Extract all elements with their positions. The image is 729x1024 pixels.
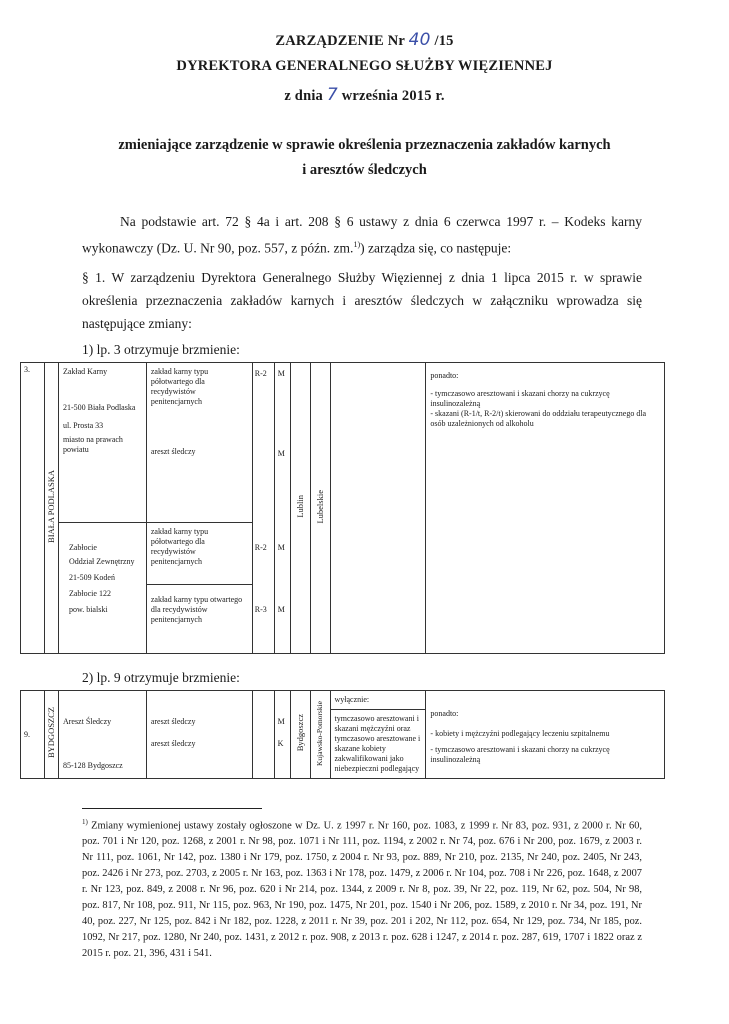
item-1-label: 1) lp. 3 otrzymuje brzmienie:: [82, 342, 240, 357]
notes-cell: [426, 691, 665, 779]
footnote: [82, 814, 642, 962]
table-lp-3: [20, 362, 665, 654]
table-lp-9: [20, 690, 665, 779]
footnote-text: Zmiany wymienionej ustawy zostały ogłoszone w Dz. U. z 1997 r. Nr 160, poz. 1083, z 1999 r. Nr 83, poz. 931, z 2000 r. Nr 60, poz. 701 i Nr 120, poz. 1268, z 2001 r. Nr 98, poz. 1071 i Nr 111, poz. 1194, z 2002 r. Nr 74, poz. 676 i Nr 200, poz. 1679, z 2003 r. Nr 111, poz. 1061, Nr 142, poz. 1380 i Nr 179, poz. 1750, z 2004 r. Nr 93, poz. 889, Nr 210, poz. 2135, Nr 240, poz. 2405, Nr 243, poz. 2426 i Nr 273, poz. 2703, z 2005 r. Nr 163, poz. 1363 i Nr 178, poz. 1479, z 2006 r. Nr 104, poz. 708 i Nr 226, poz. 1648, z 2007 r. Nr 123, poz. 849, z 2008 r. Nr 96, poz. 620 i Nr 214, poz. 1344, z 2009 r. Nr 8, poz. 39, Nr 22, poz. 119, Nr 62, poz. 504, Nr 98, poz. 817, Nr 108, poz. 911, Nr 115, poz. 963, Nr 190, poz. 1475, Nr 201, poz. 1540 i Nr 206, poz. 1589, z 2010 r. Nr 34, poz. 191, Nr 40, poz. 227, Nr 125, poz. 842 i Nr 182, poz. 1228, z 2011 r. Nr 39, poz. 201 i 202, Nr 112, poz. 654, Nr 129, poz. 734, Nr 185, poz. 1092, Nr 217, poz. 1280, Nr 240, poz. 1431, z 2012 r. poz. 908, z 2013 r. poz. 628 i 1247, z 2014 r. poz. 287, 619, 1707 i 1822 oraz z 2015 r. poz. 21, 396, 431 i 541.: [82, 820, 642, 960]
unit-2-postcode: 21-509 Kodeń: [68, 573, 115, 582]
sex-2: M: [277, 449, 285, 458]
exclusive-cell: [330, 691, 426, 779]
sex-2: K: [277, 739, 284, 748]
type-2: areszt śledczy: [147, 443, 252, 523]
type-cell: [146, 691, 252, 779]
type-4: zakład karny typu otwartego dla recydywistów penitencjarnych: [150, 595, 243, 624]
type-2: areszt śledczy: [150, 739, 196, 748]
city-vertical-label: BYDGOSZCZ: [46, 707, 57, 759]
unit-1-block: [59, 363, 146, 523]
section-1-paragraph: § 1. W zarządzeniu Dyrektora Generalnego Służby Więziennej z dnia 1 lipca 2015 r. w sprawie określenia przeznaczenia zakładów karnych i aresztów śledczych w załączniku wprowadza się następujące zmiany:: [82, 270, 642, 331]
lp-number: 9.: [24, 729, 30, 739]
sex-4: M: [277, 605, 285, 614]
sex-cell: [274, 691, 290, 779]
code-4: R-3: [254, 605, 267, 614]
unit-2-block: [59, 523, 146, 617]
preamble-paragraph: [82, 210, 642, 260]
district-vertical-label: Bydgoszcz: [295, 714, 306, 752]
preamble-text-end: ) zarządza się, co następuje:: [360, 240, 512, 256]
unit-1-street: ul. Prosta 33: [62, 421, 104, 430]
unit-name: Areszt Śledczy: [62, 717, 112, 726]
code-3: R-2: [254, 543, 267, 552]
unit-1-postcode: 21-500 Biała Podlaska: [62, 403, 136, 412]
city-cell: [44, 691, 58, 779]
unit-1-name: Zakład Karny: [62, 367, 108, 376]
date-prefix: z dnia: [284, 88, 327, 104]
notes-item-1: - tymczasowo aresztowani i skazani chorzy na cukrzycę insulinozależną: [430, 389, 610, 408]
preamble-text: Na podstawie art. 72 § 4a i art. 208 § 6 ustawy z dnia 6 czerwca 1997 r. – Kodeks karny wykonawczy (Dz. U. Nr 90, poz. 557, z późn. zm.: [82, 214, 642, 256]
sex-1: M: [277, 717, 285, 726]
city-cell: [44, 363, 58, 654]
region-vertical-label: Kujawsko-Pomorskie: [315, 700, 325, 766]
city-vertical-label: BIAŁA PODLASKA: [46, 470, 57, 543]
notes-item-1: - kobiety i mężczyźni podlegający leczeniu szpitalnemu: [430, 729, 610, 738]
unit-cell: [58, 363, 146, 654]
lp-cell: [21, 363, 45, 654]
region-cell: [310, 691, 330, 779]
title-suffix: /15: [430, 33, 454, 49]
region-cell: [310, 363, 330, 654]
issuer-line: DYREKTORA GENERALNEGO SŁUŻBY WIĘZIENNEJ: [176, 58, 553, 74]
unit-cell: [58, 691, 146, 779]
district-cell: [290, 363, 310, 654]
code-1: R-2: [254, 369, 267, 378]
district-vertical-label: Lublin: [295, 495, 306, 518]
footnote-separator: [82, 808, 262, 809]
item-2-label: 2) lp. 9 otrzymuje brzmienie:: [82, 670, 240, 685]
footnote-ref: 1): [353, 240, 361, 249]
title-text: ZARZĄDZENIE Nr: [275, 33, 409, 49]
notes-cell: [426, 363, 665, 654]
sex-1: M: [277, 369, 285, 378]
type-1: zakład karny typu półotwartego dla recydywistów penitencjarnych: [150, 367, 209, 406]
unit-1-district: miasto na prawach powiatu: [62, 435, 123, 454]
unit-2-street: Zabłocie 122: [68, 589, 111, 598]
exclusive-heading: wyłącznie:: [331, 691, 426, 710]
notes-heading: ponadto:: [430, 709, 459, 718]
date-line: [0, 85, 729, 105]
code-cell: [252, 363, 274, 654]
lp-number: 3.: [24, 365, 30, 374]
footnote-marker: 1): [82, 818, 88, 826]
subject-line-2: i aresztów śledczych: [302, 162, 427, 178]
subject-line-1: zmieniające zarządzenie w sprawie określenia przeznaczenia zakładów karnych: [118, 137, 611, 153]
exclusive-item-1: tymczasowo aresztowani i skazani mężczyźni oraz tymczasowo aresztowane i skazane kobiety zakwalifikowani jako niebezpieczni podlegający: [334, 714, 421, 773]
unit-2-district: pow. bialski: [68, 605, 108, 614]
notes-item-2: - tymczasowo aresztowani i skazani chorzy na cukrzycę insulinozależną: [430, 745, 610, 764]
handwritten-day: 7: [326, 85, 338, 105]
handwritten-number: 40: [408, 30, 431, 50]
notes-item-2: - skazani (R-1/t, R-2/t) skierowani do oddziału terapeutycznego dla osób uzależnionych od alkoholu: [430, 409, 647, 428]
unit-address: 85-128 Bydgoszcz: [62, 761, 123, 770]
code-cell: [252, 691, 274, 779]
lp-cell: [21, 691, 45, 779]
sex-cell: [274, 363, 290, 654]
district-cell: [290, 691, 310, 779]
region-vertical-label: Lubelskie: [315, 489, 326, 524]
type-3: zakład karny typu półotwartego dla recydywistów penitencjarnych: [147, 523, 252, 585]
document-title: [0, 30, 729, 50]
notes-heading: ponadto:: [430, 371, 459, 380]
date-suffix: września 2015 r.: [337, 88, 445, 104]
type-1: areszt śledczy: [150, 717, 196, 726]
type-cell: [146, 363, 252, 654]
unit-2-name: Zabłocie: [68, 543, 97, 552]
sex-3: M: [277, 543, 285, 552]
extra-cell: [330, 363, 426, 654]
unit-2-sub: Oddział Zewnętrzny: [68, 557, 135, 566]
